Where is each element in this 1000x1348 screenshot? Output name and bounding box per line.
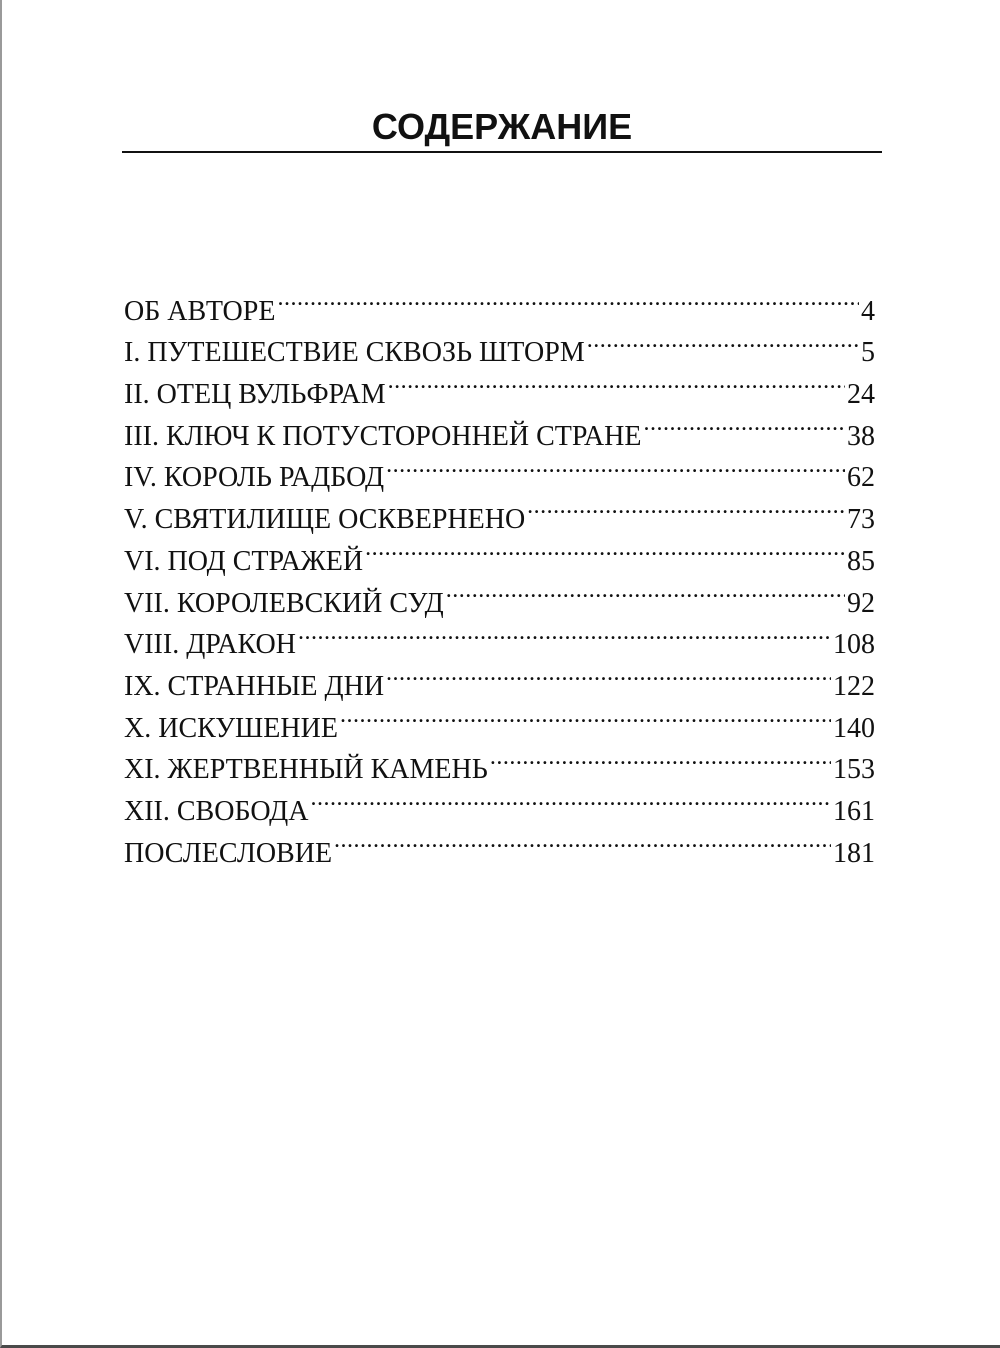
toc-entry-page: 153 (833, 754, 875, 786)
table-of-contents (124, 278, 875, 869)
toc-leader-dots (386, 653, 831, 695)
toc-leader-dots (527, 486, 845, 528)
toc-entry[interactable] (124, 278, 875, 327)
toc-entry-label: X. ИСКУШЕНИЕ (124, 712, 338, 744)
toc-entry-page: 5 (861, 337, 875, 369)
toc-entry-label: VI. ПОД СТРАЖЕЙ (124, 545, 364, 577)
toc-entry-page: 161 (833, 795, 875, 827)
toc-leader-dots (490, 737, 831, 779)
toc-entry-page: 140 (833, 712, 875, 744)
toc-entry-label: XI. ЖЕРТВЕННЫЙ КАМЕНЬ (124, 754, 488, 786)
toc-leader-dots (365, 528, 845, 570)
toc-leader-dots (643, 403, 845, 445)
toc-entry-label: VIII. ДРАКОН (124, 629, 296, 661)
toc-entry-label: ОБ АВТОРЕ (124, 295, 276, 327)
toc-leader-dots (277, 278, 859, 320)
toc-leader-dots (587, 320, 859, 362)
toc-entry-page: 4 (861, 295, 875, 327)
toc-entry-label: VII. КОРОЛЕВСКИЙ СУД (124, 587, 444, 619)
toc-leader-dots (386, 445, 845, 487)
toc-entry-label: V. СВЯТИЛИЩЕ ОСКВЕРНЕНО (124, 504, 526, 536)
toc-entry-label: XII. СВОБОДА (124, 795, 309, 827)
toc-leader-dots (340, 695, 831, 737)
toc-entry-page: 92 (847, 587, 875, 619)
toc-leader-dots (310, 778, 831, 820)
toc-entry-label: III. КЛЮЧ К ПОТУСТОРОННЕЙ СТРАНЕ (124, 420, 642, 452)
toc-leader-dots (388, 361, 845, 403)
toc-entry-page: 108 (833, 629, 875, 661)
toc-entry-label: I. ПУТЕШЕСТВИЕ СКВОЗЬ ШТОРМ (124, 337, 585, 369)
toc-entry-page: 38 (847, 420, 875, 452)
toc-entry-label: ПОСЛЕСЛОВИЕ (124, 837, 333, 869)
toc-entry-label: IX. СТРАННЫЕ ДНИ (124, 670, 385, 702)
toc-entry-page: 62 (847, 462, 875, 494)
toc-entry-label: II. ОТЕЦ ВУЛЬФРАМ (124, 379, 386, 411)
toc-entry-page: 181 (833, 837, 875, 869)
title-underline (122, 151, 882, 153)
toc-entry-page: 122 (833, 670, 875, 702)
toc-leader-dots (298, 612, 831, 654)
toc-leader-dots (446, 570, 845, 612)
page-title: СОДЕРЖАНИЕ (371, 106, 633, 147)
toc-entry-page: 24 (847, 379, 875, 411)
toc-entry-page: 73 (847, 504, 875, 536)
toc-leader-dots (334, 820, 831, 862)
toc-entry-page: 85 (847, 545, 875, 577)
toc-entry-label: IV. КОРОЛЬ РАДБОД (124, 462, 385, 494)
